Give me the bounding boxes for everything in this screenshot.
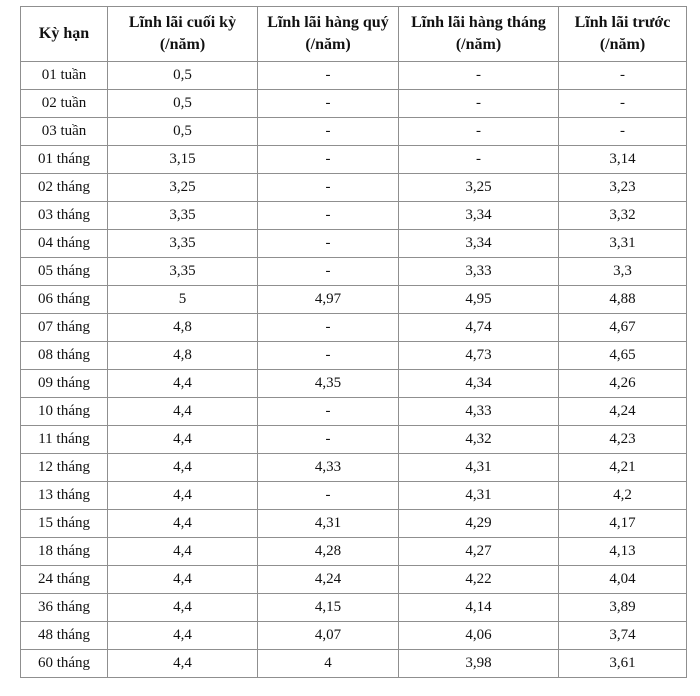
cell-term: 11 tháng	[21, 426, 108, 454]
table-row	[21, 566, 687, 594]
table-row	[21, 202, 687, 230]
cell-quarterly-rate: -	[258, 202, 399, 230]
cell-upfront-rate: -	[559, 90, 687, 118]
cell-upfront-rate: 3,74	[559, 622, 687, 650]
cell-quarterly-rate: -	[258, 230, 399, 258]
cell-monthly-rate: -	[399, 62, 559, 90]
cell-term: 01 tuần	[21, 62, 108, 90]
cell-end-of-term-rate: 3,35	[108, 202, 258, 230]
cell-term: 15 tháng	[21, 510, 108, 538]
table-row	[21, 538, 687, 566]
cell-quarterly-rate: 4,28	[258, 538, 399, 566]
cell-end-of-term-rate: 4,4	[108, 370, 258, 398]
cell-upfront-rate: 3,3	[559, 258, 687, 286]
cell-end-of-term-rate: 4,4	[108, 650, 258, 678]
cell-monthly-rate: 4,95	[399, 286, 559, 314]
table-row	[21, 62, 687, 90]
cell-quarterly-rate: -	[258, 398, 399, 426]
cell-monthly-rate: 3,34	[399, 202, 559, 230]
cell-upfront-rate: 4,21	[559, 454, 687, 482]
cell-term: 09 tháng	[21, 370, 108, 398]
cell-monthly-rate: -	[399, 118, 559, 146]
cell-end-of-term-rate: 4,4	[108, 566, 258, 594]
header-term-label: Kỳ hạn	[38, 25, 90, 42]
header-end-of-term-unit: (/năm)	[159, 36, 206, 53]
cell-upfront-rate: 4,88	[559, 286, 687, 314]
cell-term: 01 tháng	[21, 146, 108, 174]
cell-quarterly-rate: 4,35	[258, 370, 399, 398]
cell-term: 03 tuần	[21, 118, 108, 146]
cell-term: 60 tháng	[21, 650, 108, 678]
cell-term: 03 tháng	[21, 202, 108, 230]
cell-end-of-term-rate: 4,4	[108, 594, 258, 622]
cell-quarterly-rate: -	[258, 314, 399, 342]
table-row	[21, 482, 687, 510]
table-row	[21, 370, 687, 398]
cell-end-of-term-rate: 0,5	[108, 118, 258, 146]
cell-end-of-term-rate: 4,4	[108, 426, 258, 454]
cell-upfront-rate: -	[559, 62, 687, 90]
table-row	[21, 342, 687, 370]
cell-term: 02 tuần	[21, 90, 108, 118]
cell-term: 12 tháng	[21, 454, 108, 482]
cell-monthly-rate: 3,34	[399, 230, 559, 258]
cell-end-of-term-rate: 5	[108, 286, 258, 314]
cell-quarterly-rate: -	[258, 258, 399, 286]
cell-upfront-rate: 3,23	[559, 174, 687, 202]
cell-monthly-rate: 4,34	[399, 370, 559, 398]
cell-term: 05 tháng	[21, 258, 108, 286]
header-quarterly-unit: (/năm)	[305, 36, 351, 53]
table-row	[21, 230, 687, 258]
cell-monthly-rate: 3,25	[399, 174, 559, 202]
cell-monthly-rate: 4,27	[399, 538, 559, 566]
table-row	[21, 426, 687, 454]
cell-end-of-term-rate: 4,4	[108, 398, 258, 426]
cell-upfront-rate: 3,89	[559, 594, 687, 622]
cell-monthly-rate: 4,74	[399, 314, 559, 342]
cell-monthly-rate: 4,31	[399, 454, 559, 482]
cell-monthly-rate: 4,33	[399, 398, 559, 426]
cell-term: 18 tháng	[21, 538, 108, 566]
cell-term: 02 tháng	[21, 174, 108, 202]
cell-quarterly-rate: -	[258, 482, 399, 510]
interest-rate-table	[20, 6, 687, 678]
cell-term: 07 tháng	[21, 314, 108, 342]
table-row	[21, 174, 687, 202]
cell-quarterly-rate: -	[258, 174, 399, 202]
cell-upfront-rate: 4,65	[559, 342, 687, 370]
cell-monthly-rate: 4,31	[399, 482, 559, 510]
cell-term: 04 tháng	[21, 230, 108, 258]
cell-upfront-rate: 4,23	[559, 426, 687, 454]
table-row	[21, 146, 687, 174]
table-row	[21, 622, 687, 650]
cell-monthly-rate: 4,73	[399, 342, 559, 370]
cell-monthly-rate: -	[399, 90, 559, 118]
cell-monthly-rate: 4,29	[399, 510, 559, 538]
cell-monthly-rate: -	[399, 146, 559, 174]
cell-monthly-rate: 4,32	[399, 426, 559, 454]
cell-quarterly-rate: 4,33	[258, 454, 399, 482]
cell-upfront-rate: 3,14	[559, 146, 687, 174]
cell-quarterly-rate: -	[258, 146, 399, 174]
table-row	[21, 510, 687, 538]
cell-end-of-term-rate: 3,35	[108, 258, 258, 286]
table-header-row	[21, 7, 687, 62]
cell-upfront-rate: 3,61	[559, 650, 687, 678]
cell-quarterly-rate: -	[258, 62, 399, 90]
header-upfront-label: Lĩnh lãi trước	[574, 14, 671, 31]
cell-quarterly-rate: 4,15	[258, 594, 399, 622]
table-row	[21, 258, 687, 286]
cell-term: 48 tháng	[21, 622, 108, 650]
header-quarterly	[258, 7, 399, 62]
header-monthly-unit: (/năm)	[455, 36, 502, 53]
cell-end-of-term-rate: 4,4	[108, 482, 258, 510]
cell-monthly-rate: 4,06	[399, 622, 559, 650]
cell-term: 10 tháng	[21, 398, 108, 426]
header-end-of-term	[108, 7, 258, 62]
header-upfront-unit: (/năm)	[599, 36, 646, 53]
cell-monthly-rate: 4,22	[399, 566, 559, 594]
cell-term: 06 tháng	[21, 286, 108, 314]
header-monthly	[399, 7, 559, 62]
header-monthly-label: Lĩnh lãi hàng tháng	[411, 14, 546, 31]
table-row	[21, 314, 687, 342]
cell-monthly-rate: 3,33	[399, 258, 559, 286]
cell-upfront-rate: 4,17	[559, 510, 687, 538]
cell-term: 13 tháng	[21, 482, 108, 510]
cell-end-of-term-rate: 4,8	[108, 314, 258, 342]
cell-end-of-term-rate: 4,8	[108, 342, 258, 370]
interest-rate-table-container	[20, 6, 687, 678]
cell-term: 36 tháng	[21, 594, 108, 622]
table-row	[21, 454, 687, 482]
cell-quarterly-rate: -	[258, 342, 399, 370]
table-row	[21, 398, 687, 426]
header-upfront	[559, 7, 687, 62]
table-row	[21, 286, 687, 314]
cell-quarterly-rate: 4,07	[258, 622, 399, 650]
cell-quarterly-rate: 4,97	[258, 286, 399, 314]
cell-end-of-term-rate: 4,4	[108, 454, 258, 482]
header-quarterly-label: Lĩnh lãi hàng quý	[267, 14, 389, 31]
cell-term: 24 tháng	[21, 566, 108, 594]
table-row	[21, 118, 687, 146]
cell-end-of-term-rate: 3,35	[108, 230, 258, 258]
cell-upfront-rate: 4,24	[559, 398, 687, 426]
cell-upfront-rate: 3,31	[559, 230, 687, 258]
cell-end-of-term-rate: 3,25	[108, 174, 258, 202]
cell-end-of-term-rate: 4,4	[108, 622, 258, 650]
cell-upfront-rate: 4,13	[559, 538, 687, 566]
cell-term: 08 tháng	[21, 342, 108, 370]
cell-end-of-term-rate: 0,5	[108, 62, 258, 90]
cell-quarterly-rate: 4,24	[258, 566, 399, 594]
cell-end-of-term-rate: 3,15	[108, 146, 258, 174]
cell-upfront-rate: 3,32	[559, 202, 687, 230]
header-term	[21, 7, 108, 62]
cell-end-of-term-rate: 4,4	[108, 538, 258, 566]
cell-quarterly-rate: -	[258, 118, 399, 146]
table-body	[21, 62, 687, 678]
cell-quarterly-rate: -	[258, 90, 399, 118]
table-row	[21, 594, 687, 622]
cell-monthly-rate: 4,14	[399, 594, 559, 622]
cell-quarterly-rate: 4,31	[258, 510, 399, 538]
header-end-of-term-label: Lĩnh lãi cuối kỳ	[128, 14, 237, 31]
cell-quarterly-rate: 4	[258, 650, 399, 678]
cell-monthly-rate: 3,98	[399, 650, 559, 678]
cell-end-of-term-rate: 0,5	[108, 90, 258, 118]
cell-quarterly-rate: -	[258, 426, 399, 454]
cell-upfront-rate: 4,2	[559, 482, 687, 510]
table-row	[21, 650, 687, 678]
cell-upfront-rate: -	[559, 118, 687, 146]
cell-upfront-rate: 4,26	[559, 370, 687, 398]
cell-end-of-term-rate: 4,4	[108, 510, 258, 538]
cell-upfront-rate: 4,67	[559, 314, 687, 342]
cell-upfront-rate: 4,04	[559, 566, 687, 594]
table-row	[21, 90, 687, 118]
